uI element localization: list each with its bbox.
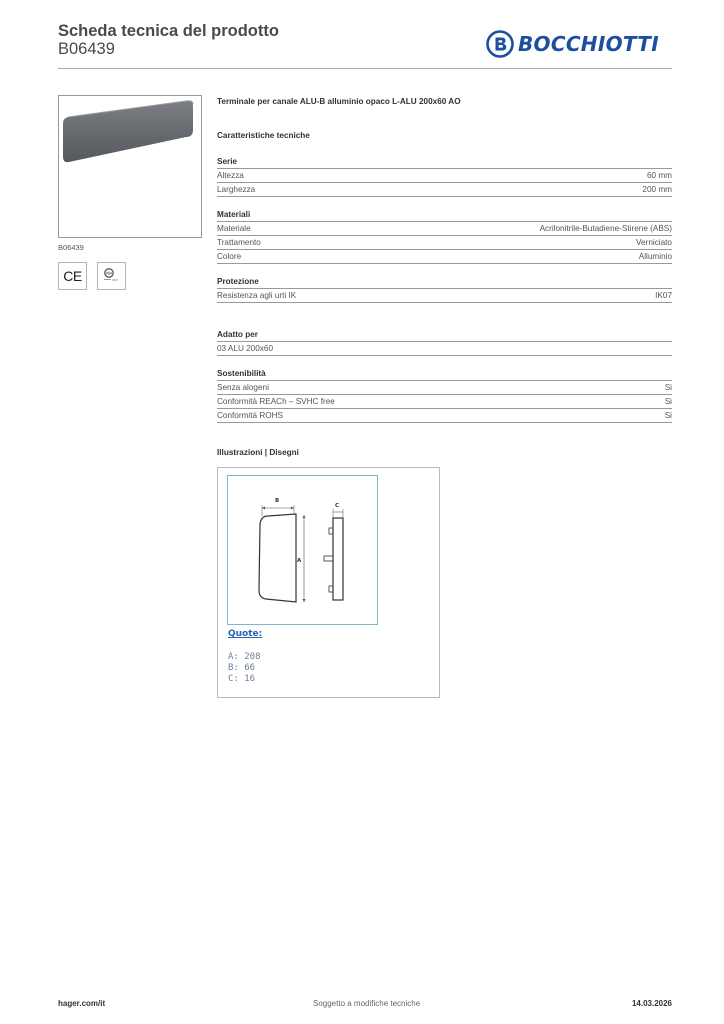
dim-label-b: B <box>275 498 280 504</box>
imq-mark <box>97 262 126 290</box>
spec-label: Resistenza agli urti IK <box>217 291 297 300</box>
spec-label: Colore <box>217 252 242 261</box>
spec-label: Trattamento <box>217 238 261 247</box>
spec-row <box>217 289 672 303</box>
dim-label-c: C <box>335 503 340 509</box>
spec-value: 200 mm <box>642 185 672 194</box>
product-code: B06439 <box>58 40 115 58</box>
ce-mark-text: CE <box>63 268 82 284</box>
imq-logo-icon <box>102 266 122 286</box>
spec-value: Si <box>664 397 672 406</box>
spec-value: IK07 <box>655 291 672 300</box>
spec-row <box>217 236 672 250</box>
footer-date: 14.03.2026 <box>631 999 672 1008</box>
illustrations-title: Illustrazioni | Disegni <box>217 448 299 457</box>
spec-label: Conformità REACh – SVHC free <box>217 397 335 406</box>
spec-value: Alluminio <box>638 252 672 261</box>
spec-label: Larghezza <box>217 185 256 194</box>
spec-row <box>217 250 672 264</box>
spec-value: Si <box>664 383 672 392</box>
quote-c: C: 16 <box>228 674 256 684</box>
spec-row <box>217 222 672 236</box>
quote-label: Quote: <box>228 629 263 639</box>
brand-name: BOCCHIOTTI <box>518 32 659 56</box>
spec-group-adatto-per <box>217 330 672 356</box>
drawing-frame <box>227 475 378 625</box>
spec-label: Conformità ROHS <box>217 411 283 420</box>
product-photo-icon <box>59 96 201 237</box>
group-title: Materiali <box>217 210 672 222</box>
spec-label: Altezza <box>217 171 244 180</box>
spec-row <box>217 169 672 183</box>
spec-label: 03 ALU 200x60 <box>217 344 273 353</box>
ce-mark <box>58 262 87 290</box>
dimension-drawing-icon <box>228 476 377 624</box>
spec-group-protezione <box>217 277 672 303</box>
spec-value: Si <box>664 411 672 420</box>
group-title: Protezione <box>217 277 672 289</box>
spec-row <box>217 342 672 356</box>
group-title: Serie <box>217 157 672 169</box>
bocchiotti-logo-icon <box>486 30 514 58</box>
spec-group-sostenibilita <box>217 369 672 423</box>
header-divider <box>58 68 672 69</box>
spec-row <box>217 183 672 197</box>
specs-section-title: Caratteristiche tecniche <box>217 131 310 140</box>
spec-value: Acrilonitrile-Butadiene-Stirene (ABS) <box>539 224 672 233</box>
spec-group-serie <box>217 157 672 197</box>
quote-b: B: 66 <box>228 663 256 673</box>
footer-website: hager.com/it <box>58 999 106 1008</box>
spec-row <box>217 409 672 423</box>
spec-row <box>217 381 672 395</box>
footer-note: Soggetto a modifiche tecniche <box>313 999 421 1008</box>
spec-group-materiali <box>217 210 672 264</box>
quote-a: A: 208 <box>228 652 261 662</box>
brand-logo <box>486 29 670 59</box>
group-title: Sostenibilità <box>217 369 672 381</box>
spec-row <box>217 395 672 409</box>
page-title: Scheda tecnica del prodotto <box>58 22 279 40</box>
technical-drawing <box>217 467 440 698</box>
group-title: Adatto per <box>217 330 672 342</box>
product-name: Terminale per canale ALU-B alluminio opaco L-ALU 200x60 AO <box>217 97 461 106</box>
dim-label-a: A <box>297 558 302 564</box>
spec-label: Senza alogeni <box>217 383 269 392</box>
product-image <box>58 95 202 238</box>
spec-value: 60 mm <box>646 171 672 180</box>
spec-label: Materiale <box>217 224 251 233</box>
image-caption: B06439 <box>58 243 84 252</box>
spec-value: Verniciato <box>636 238 672 247</box>
imq-mark-text: IMQ <box>111 278 118 282</box>
